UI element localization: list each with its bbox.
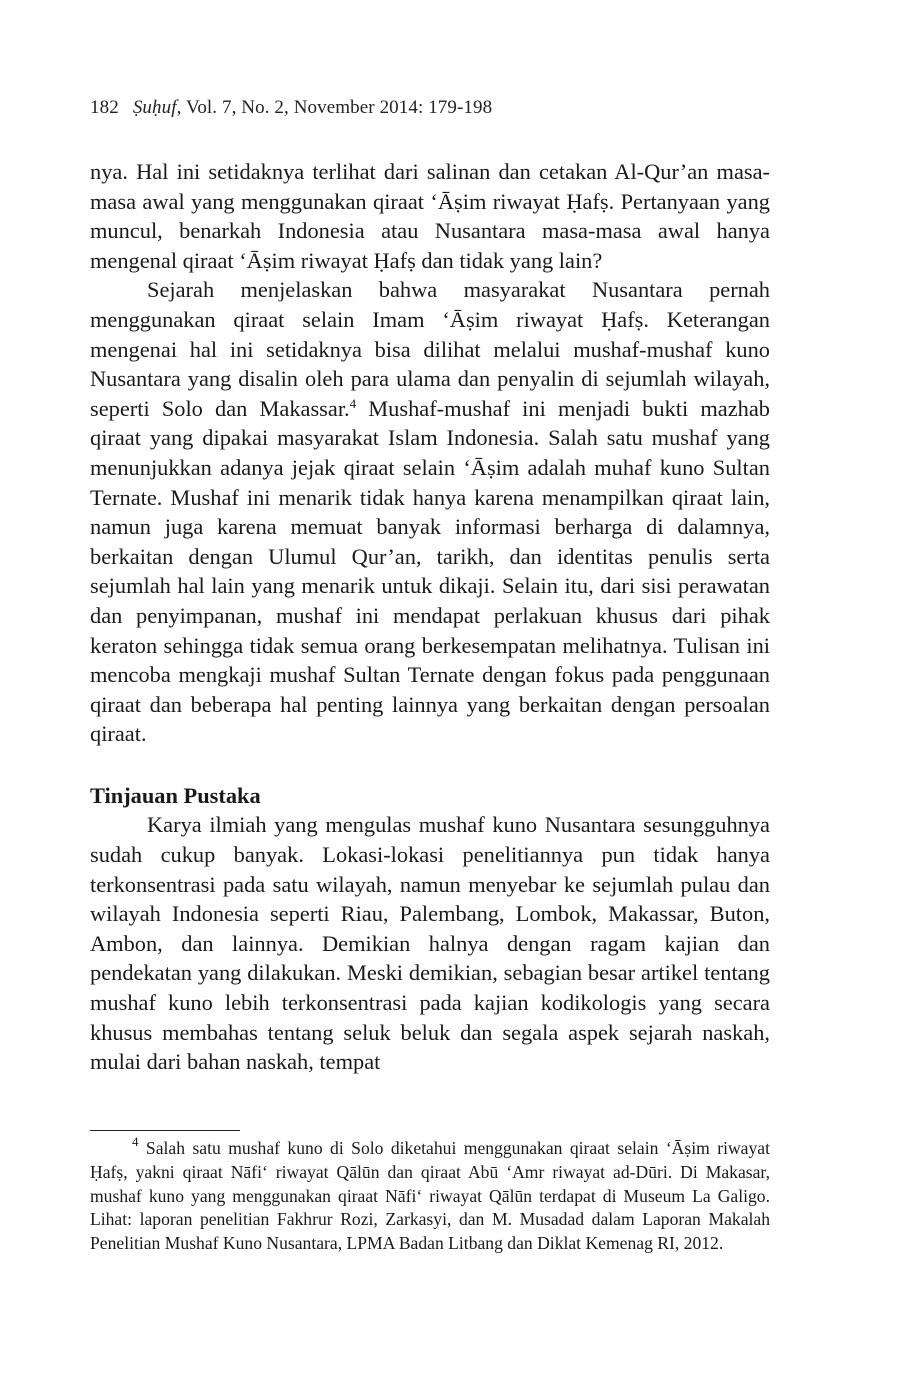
journal-citation: , Vol. 7, No. 2, November 2014: 179-198 <box>176 97 493 118</box>
footnote-number: 4 <box>132 1134 139 1149</box>
page-number: 182 <box>90 97 119 118</box>
footnote-4 <box>90 1134 770 1256</box>
footnote-reference-4: 4 <box>349 395 357 411</box>
paragraph-2-text-a: Sejarah menjelaskan bahwa masyarakat Nusantara pernah menggunakan qiraat selain Imam ‘Āṣim riwayat Ḥafṣ. Keterangan mengenai hal ini setidaknya bisa dilihat melalui mushaf-mushaf kuno Nusantara yang disalin oleh para ulama dan penyalin di sejumlah wilayah, seperti Solo dan Makassar. <box>90 277 770 421</box>
section-heading: Tinjauan Pustaka <box>90 782 261 808</box>
paragraph-2 <box>90 275 770 749</box>
running-header <box>90 97 492 119</box>
journal-name: Ṣuḥuf <box>132 97 177 118</box>
footnote-paragraph <box>90 1134 770 1256</box>
paragraph-2-text-b: Mushaf-mushaf ini menjadi bukti mazhab qiraat yang dipakai masyarakat Islam Indonesia. Salah satu mushaf yang menunjukkan adanya jejak qiraat selain ‘Āṣim adalah muhaf kuno Sultan Ternate. Mushaf ini menarik tidak hanya karena menampilkan qiraat lain, namun juga karena memuat banyak informasi berharga di dalamnya, berkaitan dengan Ulumul Qur’an, tarikh, dan identitas penulis serta sejumlah hal lain yang menarik untuk dikaji. Selain itu, dari sisi perawatan dan penyimpanan, mushaf ini mendapat perlakuan khusus dari pihak keraton sehingga tidak semua orang berkesempatan melihatnya. Tulisan ini mencoba mengkaji mushaf Sultan Ternate dengan fokus pada penggunaan qiraat dan beberapa hal penting lainnya yang berkaitan dengan persoalan qiraat. <box>90 395 770 747</box>
main-text <box>90 157 770 1077</box>
paragraph-1: nya. Hal ini setidaknya terlihat dari salinan dan cetakan Al-Qur’an masa-masa awal yang menggunakan qiraat ‘Āṣim riwayat Ḥafṣ. Pertanyaan yang muncul, benarkah Indonesia atau Nusantara masa-masa awal hanya mengenal qiraat ‘Āṣim riwayat Ḥafṣ dan tidak yang lain? <box>90 159 770 273</box>
paragraph-3: Karya ilmiah yang mengulas mushaf kuno Nusantara sesungguhnya sudah cukup banyak. Lokasi-lokasi penelitiannya pun tidak hanya terkonsentrasi pada satu wilayah, namun menyebar ke sejumlah pulau dan wilayah Indonesia seperti Riau, Palembang, Lombok, Makassar, Buton, Ambon, dan lainnya. Demikian halnya dengan ragam kajian dan pendekatan yang dilakukan. Meski demikian, sebagian besar artikel tentang mushaf kuno lebih terkonsentrasi pada kajian kodikologis yang secara khusus membahas tentang seluk beluk dan segala aspek sejarah naskah, mulai dari bahan naskah, tempat <box>90 812 770 1075</box>
footnote-text: Salah satu mushaf kuno di Solo diketahui menggunakan qiraat selain ‘Āṣim riwayat Ḥafṣ, yakni qiraat Nāfi‘ riwayat Qālūn dan qiraat Abū ‘Amr riwayat ad-Dūri. Di Makasar, mushaf kuno yang menggunakan qiraat Nāfi‘ riwayat Qālūn terdapat di Museum La Galigo. Lihat: laporan penelitian Fakhrur Rozi, Zarkasyi, dan M. Musadad dalam Laporan Makalah Penelitian Mushaf Kuno Nusantara, LPMA Badan Litbang dan Diklat Kemenag RI, 2012. <box>90 1138 770 1254</box>
footnote-divider <box>90 1130 240 1131</box>
